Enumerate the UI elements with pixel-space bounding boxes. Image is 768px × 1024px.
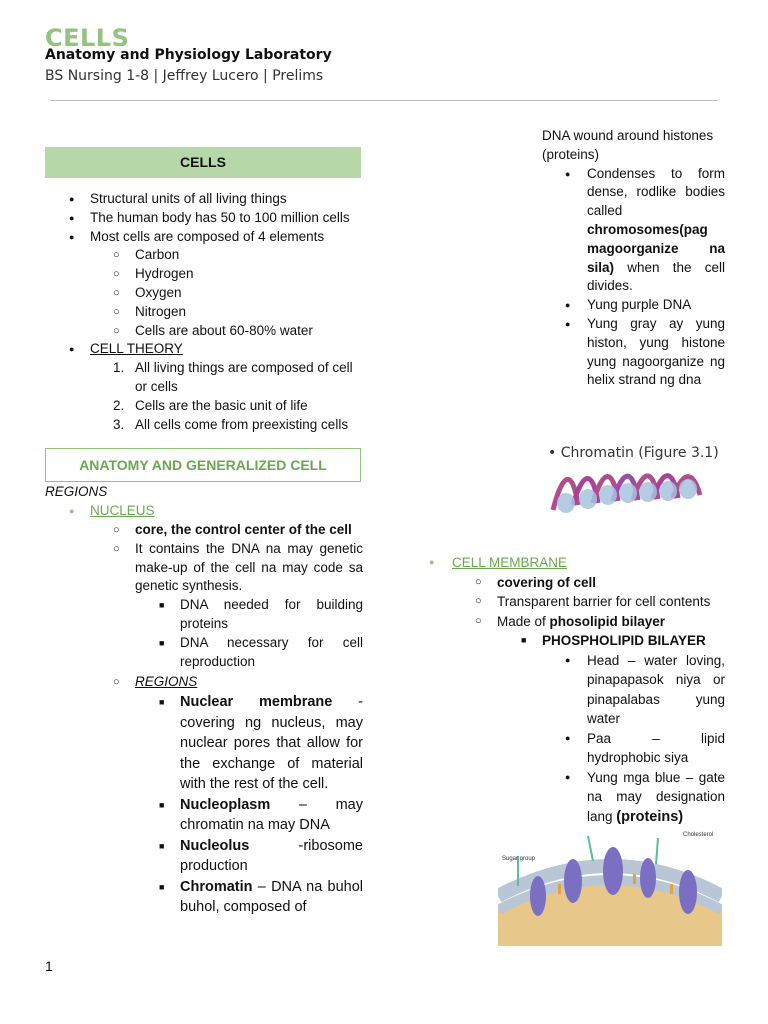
document-title: CELLS: [45, 24, 130, 52]
figure-label-sugar: Sugar group: [502, 856, 536, 862]
list-item: ■ Nucleoplasm – may chromatin na may DNA: [45, 795, 363, 836]
list-item: ○ Nitrogen: [45, 303, 363, 322]
chromatin-figure: [548, 445, 728, 535]
list-item: ■ Nucleolus -ribosome production: [45, 836, 363, 877]
document-subtitle: Anatomy and Physiology Laboratory: [45, 47, 332, 63]
figure-caption: • Chromatin (Figure 3.1): [548, 445, 719, 461]
list-item: ■ PHOSPHOLIPID BILAYER: [425, 631, 725, 651]
document-meta: BS Nursing 1-8 | Jeffrey Lucero | Prelims: [45, 68, 324, 84]
list-item: ○ core, the control center of the cell: [45, 521, 363, 540]
list-item: ○ Transparent barrier for cell contents: [425, 592, 725, 612]
list-item: ● Most cells are composed of 4 elements: [45, 228, 363, 247]
list-item: ○ Oxygen: [45, 284, 363, 303]
list-item: ■ Nuclear membrane - covering ng nucleus, may nuclear pores that allow for the exchange of material with the rest of the cell.: [45, 692, 363, 795]
cell-membrane-section: [425, 553, 725, 827]
list-item: ○ Made of phosolipid bilayer: [425, 612, 725, 632]
list-item: ● Yung purple DNA: [425, 296, 725, 315]
list-item: 3. All cells come from preexisting cells: [113, 416, 349, 432]
header-divider: [50, 100, 718, 101]
chromatin-continued: DNA wound around histones (proteins): [542, 128, 714, 162]
regions-label: REGIONS: [45, 484, 108, 500]
list-item: ● CELL MEMBRANE: [425, 553, 725, 573]
chromatin-list: [425, 165, 725, 391]
list-item: ● CELL THEORY: [45, 340, 363, 359]
list-item: ○ Hydrogen: [45, 265, 363, 284]
list-item: ● Head – water loving, pinapapasok niya or pinapalabas yung water: [425, 651, 725, 729]
list-item: 2. Cells are the basic unit of life: [113, 397, 308, 413]
list-item: ● Yung gray ay yung histon, yung histone yung nagoorganize ng helix strand ng dna: [425, 315, 725, 390]
list-item: ● Paa – lipid hydrophobic siya: [425, 729, 725, 768]
list-item: ■ Chromatin – DNA na buhol buhol, composed of: [45, 877, 363, 918]
membrane-figure: [498, 826, 722, 946]
list-item: 1. All living things are composed of cell or cells: [113, 360, 353, 394]
list-item: ○ Carbon: [45, 246, 363, 265]
list-item: ● Yung mga blue – gate na may designation lang (proteins): [425, 768, 725, 828]
cells-heading: CELLS: [45, 147, 361, 178]
list-item: ■ DNA needed for building proteins: [45, 596, 363, 634]
list-item: ○ It contains the DNA na may genetic make-up of the cell na may code sa genetic synthesis.: [45, 540, 363, 596]
list-item: ● NUCLEUS: [45, 502, 363, 521]
cells-bullets: [45, 190, 363, 434]
list-item: ○ Cells are about 60-80% water: [45, 322, 363, 341]
list-item: ● Structural units of all living things: [45, 190, 363, 209]
list-item: ○ REGIONS: [45, 673, 363, 692]
anatomy-heading: ANATOMY AND GENERALIZED CELL: [45, 448, 361, 482]
nucleus-list: [45, 502, 363, 917]
left-column: [45, 147, 363, 918]
figure-label-cholesterol: Cholesterol: [683, 832, 714, 838]
list-item: ● The human body has 50 to 100 million cells: [45, 209, 363, 228]
phospholipid-bilayer-image: [498, 826, 722, 946]
page-number: 1: [45, 958, 53, 974]
chromatin-helix-image: [548, 465, 708, 525]
list-item: ■ DNA necessary for cell reproduction: [45, 634, 363, 672]
list-item: ● Condenses to form dense, rodlike bodies called chromosomes(pag magoorganize na sila) when the cell divides.: [425, 165, 725, 297]
right-column: [425, 127, 725, 390]
list-item: ○ covering of cell: [425, 573, 725, 593]
